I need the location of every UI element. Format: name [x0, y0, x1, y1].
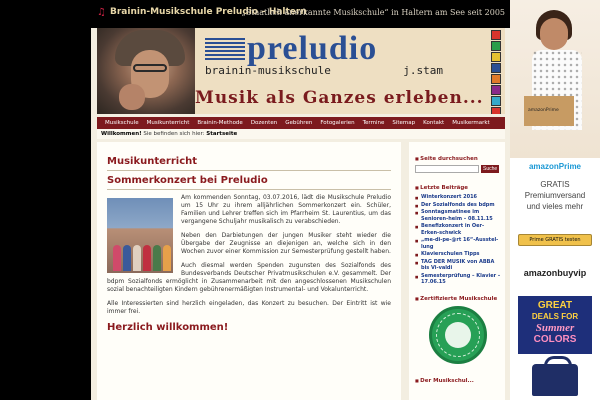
top-bar: [91, 0, 510, 28]
slogan: Musik als Ganzes erleben...: [195, 88, 484, 108]
nav-item[interactable]: Fotogalerien: [320, 120, 355, 126]
portrait-photo: [97, 28, 195, 114]
main-navigation: [97, 117, 505, 129]
recent-post-link[interactable]: ■ Sonntagsmatinee im Senioren-heim – 08.11.15: [415, 209, 501, 222]
nav-item[interactable]: Sitemap: [392, 120, 416, 126]
post-paragraph: Am kommenden Sonntag, 03.07.2016, lädt die Musikschule Preludio um 15 Uhr zu ihrem alljährlichen Sommerkonzert ein. Schüler, Familien und Lehrer treffen sich im Pfarrheim St. Laurentius, um das vergangene Schuljahr musikalisch zu verabschieden.: [181, 194, 391, 225]
amazon-buyvip-ad[interactable]: [510, 260, 600, 400]
deals-line-3: Summer: [535, 322, 575, 334]
recent-post-link[interactable]: ■ „me-di-pe-@rt 16“-Ausstel-lung: [415, 237, 501, 250]
recent-post-link[interactable]: ■ Winterkonzert 2016: [415, 194, 501, 201]
brand-logo: preludio: [247, 30, 378, 67]
breadcrumb-welcome: Willkommen!: [101, 131, 142, 137]
ad-photo: [510, 0, 600, 158]
brand-subtitle-right: j.stam: [403, 64, 443, 77]
amazon-prime-logo: amazonPrime: [528, 162, 582, 171]
post-title[interactable]: Sommerkonzert bei Preludio: [107, 175, 268, 186]
nav-item[interactable]: Dozenten: [250, 120, 278, 126]
amazon-prime-ad[interactable]: [510, 0, 600, 250]
brand-subtitle-left: brainin-musikschule: [205, 64, 331, 77]
brand-subtitle: [205, 64, 443, 77]
color-box: [491, 85, 501, 95]
search-form: [415, 165, 501, 173]
deals-line-4: COLORS: [533, 334, 577, 345]
deals-line-1: GREAT: [537, 300, 573, 311]
music-note-icon: ♫: [97, 7, 106, 18]
website-frame: [91, 0, 510, 400]
ad-line-1: GRATIS: [540, 180, 570, 189]
next-widget-heading: ■ Der Musikschul...: [415, 378, 501, 384]
concert-photo[interactable]: [107, 198, 173, 273]
main-content: [97, 142, 401, 400]
recent-post-link[interactable]: ■ Semesterprüfung – Klavier – 17.06.15: [415, 273, 501, 286]
deals-line-2: DEALS FOR: [531, 312, 579, 321]
certified-heading: ■ Zertifizierte Musikschule: [415, 296, 501, 302]
search-heading: ■ Seite durchsuchen: [415, 156, 501, 162]
nav-item[interactable]: Kontakt: [423, 120, 445, 126]
breadcrumb-label: Sie befinden sich hier:: [143, 131, 205, 137]
prime-trial-button[interactable]: Prime GRATIS testen: [518, 234, 592, 246]
nav-item[interactable]: Termine: [362, 120, 385, 126]
color-box: [491, 107, 501, 114]
color-box: [491, 63, 501, 73]
brand-stripes: [205, 38, 245, 60]
recent-posts-list: [415, 194, 501, 286]
post-paragraph: Auch diesmal werden Spenden zugunsten des Sozialfonds des Bundesverbands Deutscher Privatmusikschulen e.V. gesammelt. Der bdpm Sozialfonds ermöglicht in Zusammenarbeit mit den angeschlossenen Musikschulen sozial benachteiligten Kindern gebührenermäßigten Instrumental- und Vokalunterricht.: [107, 262, 391, 293]
breadcrumb: [97, 129, 505, 139]
box-label: amazonPrime: [528, 108, 559, 113]
amazon-buyvip-logo: amazonbuyvip: [523, 268, 587, 278]
nav-item[interactable]: Musikermarkt: [452, 120, 490, 126]
post-paragraph: Neben den Darbietungen der jungen Musiker steht wieder die Übergabe der Zeugnisse an diejenigen an, welche sich in den Wochen zuvor einer Kommission zur Semesterprüfung gestellt haben.: [181, 232, 391, 255]
recent-post-link[interactable]: ■ Klavierschulen Tipps: [415, 251, 501, 258]
category-heading[interactable]: Musikunterricht: [107, 156, 198, 167]
site-title[interactable]: Brainin-Musikschule Preludio – Haltern: [110, 7, 307, 17]
color-boxes: [491, 30, 503, 114]
color-box: [491, 74, 501, 84]
nav-item[interactable]: Musikschule: [105, 120, 139, 126]
tagline: „Staatlich anerkannte Musikschule“ in Haltern am See seit 2005: [241, 8, 505, 17]
recent-posts-heading: ■ Letzte Beiträge: [415, 185, 501, 191]
color-box: [491, 52, 501, 62]
divider: [107, 170, 391, 171]
recent-post-link[interactable]: ■ TAG DER MUSIK von ABBA bis Vi-valdi: [415, 259, 501, 272]
welcome-heading: Herzlich willkommen!: [107, 322, 229, 333]
nav-item[interactable]: Gebühren: [285, 120, 313, 126]
divider: [107, 189, 391, 190]
deals-banner: [518, 296, 592, 354]
recent-post-link[interactable]: ■ Benefizkonzert in Oer-Erken-schwick: [415, 223, 501, 236]
nav-item[interactable]: Brainin-Methode: [197, 120, 243, 126]
header-banner[interactable]: [97, 28, 505, 114]
certification-seal[interactable]: [429, 306, 487, 364]
post-paragraph: Alle Interessierten sind herzlich eingeladen, das Konzert zu besuchen. Der Eintritt ist wie immer frei.: [107, 300, 391, 315]
color-box: [491, 96, 501, 106]
handbag-image: [532, 364, 578, 396]
ad-line-3: und vieles mehr: [526, 202, 584, 211]
search-button[interactable]: Suche: [483, 166, 498, 172]
sidebar: [409, 142, 505, 400]
breadcrumb-current[interactable]: Startseite: [206, 131, 238, 137]
ad-line-2: Premiumversand: [524, 191, 586, 200]
color-box: [491, 30, 501, 40]
recent-post-link[interactable]: ■ Der Sozialfonds des bdpm: [415, 202, 501, 209]
search-input[interactable]: [415, 165, 479, 173]
nav-item[interactable]: Musikunterricht: [146, 120, 190, 126]
ad-column: [510, 0, 600, 400]
color-box: [491, 41, 501, 51]
